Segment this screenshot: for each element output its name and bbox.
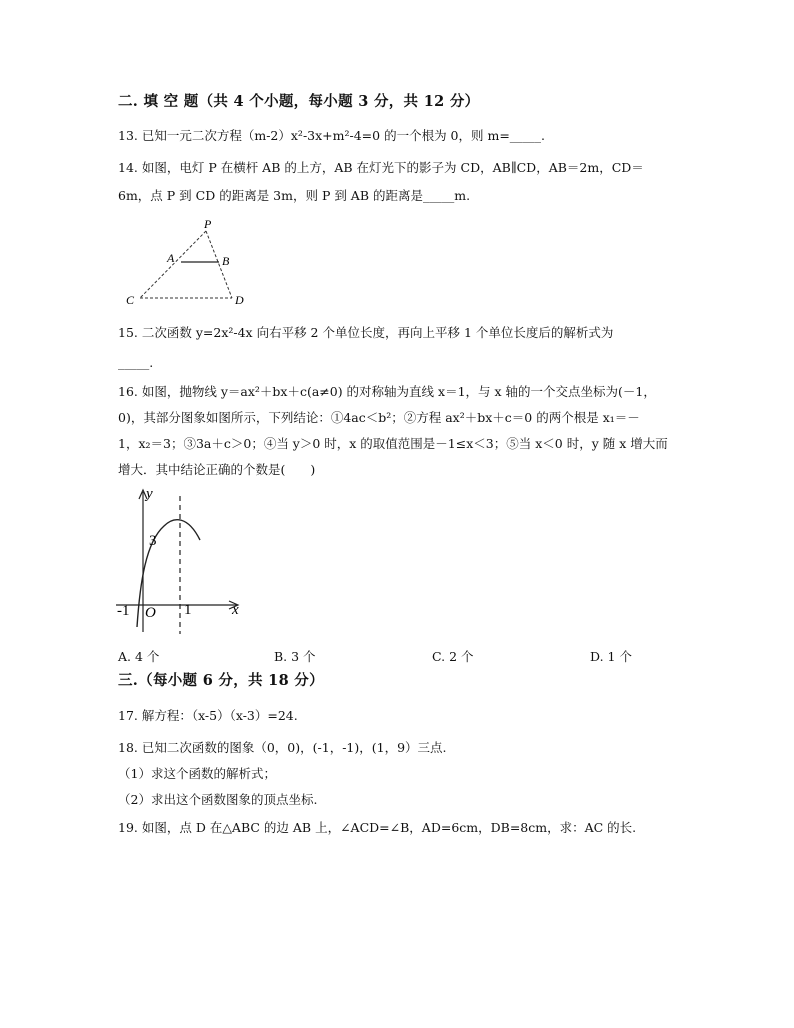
- question-17: 17. 解方程：（x-5）（x-3）=24.: [118, 708, 298, 723]
- label-c: C: [126, 293, 135, 307]
- question-16-line-2: 0)，其部分图象如图所示，下列结论：①4ac＜b²；②方程 ax²＋bx＋c＝0 的两个根是 x₁＝－: [118, 410, 640, 425]
- question-16-line-1: 16. 如图，抛物线 y＝ax²＋bx＋c(a≠0) 的对称轴为直线 x＝1，与 x 轴的一个交点坐标为(－1，: [118, 384, 656, 399]
- question-18-part-1: （1）求这个函数的解析式；: [118, 766, 276, 781]
- label-one: 1: [184, 602, 192, 618]
- label-y: y: [146, 486, 153, 502]
- question-19: 19. 如图，点 D 在△ABC 的边 AB 上，∠ACD=∠B，AD=6cm，DB=8cm，求：AC 的长.: [118, 820, 637, 835]
- question-13: 13. 已知一元二次方程（m-2）x²-3x+m²-4=0 的一个根为 0，则 m=_____.: [118, 128, 546, 143]
- label-p: P: [204, 217, 212, 231]
- option-d: D. 1 个: [590, 649, 632, 664]
- option-b: B. 3 个: [274, 649, 316, 664]
- question-16-line-3: 1，x₂＝3；③3a＋c＞0；④当 y＞0 时，x 的取值范围是－1≤x＜3；⑤当 x＜0 时，y 随 x 增大而: [118, 436, 668, 451]
- label-origin: O: [145, 605, 156, 621]
- question-14-line-2: 6m，点 P 到 CD 的距离是 3m，则 P 到 AB 的距离是_____m.: [118, 188, 471, 203]
- option-a: A. 4 个: [118, 649, 160, 664]
- question-16-line-4: 增大．其中结论正确的个数是( ): [118, 462, 316, 477]
- label-three: 3: [149, 533, 157, 549]
- question-16-figure: [112, 482, 252, 642]
- question-18: 18. 已知二次函数的图象（0，0)，(-1，-1)，(1，9）三点.: [118, 740, 447, 755]
- question-15-line-2: _____.: [118, 355, 154, 370]
- label-b: B: [222, 254, 230, 268]
- section-3-heading: 三.（每小题 6 分，共 18 分）: [118, 672, 324, 689]
- question-15-line-1: 15. 二次函数 y=2x²-4x 向右平移 2 个单位长度，再向上平移 1 个单位长度后的解析式为: [118, 325, 614, 340]
- question-14-figure: [118, 214, 258, 310]
- option-c: C. 2 个: [432, 649, 474, 664]
- label-a: A: [167, 251, 175, 265]
- section-2-heading: 二. 填 空 题（共 4 个小题，每小题 3 分，共 12 分）: [118, 93, 480, 110]
- question-18-part-2: （2）求出这个函数图象的顶点坐标.: [118, 792, 318, 807]
- label-x: x: [232, 602, 239, 618]
- label-minus-one: -1: [117, 603, 130, 619]
- question-14-line-1: 14. 如图，电灯 P 在横杆 AB 的上方，AB 在灯光下的影子为 CD，AB∥CD，AB＝2m，CD＝: [118, 160, 644, 175]
- label-d: D: [235, 293, 244, 307]
